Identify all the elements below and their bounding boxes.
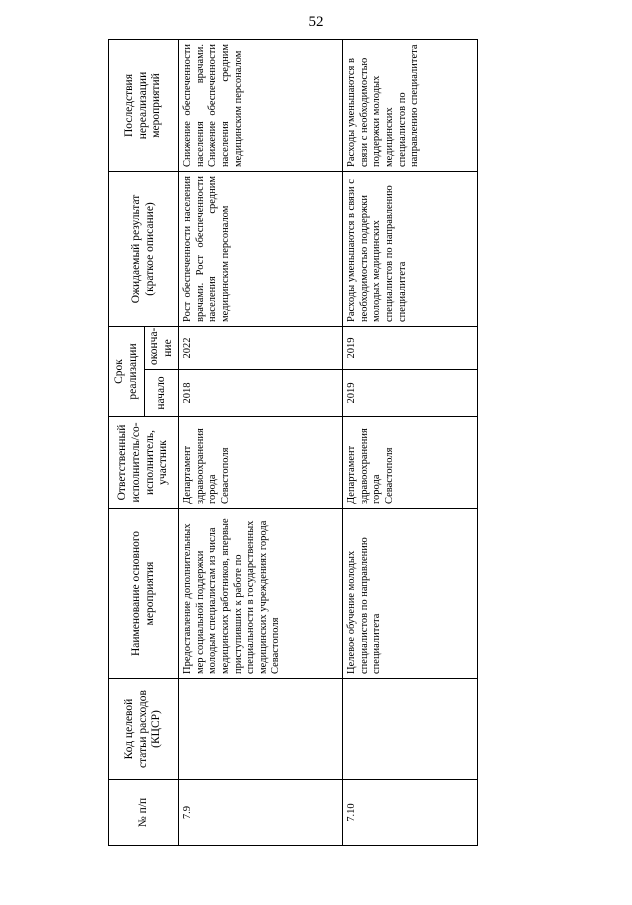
row-consequences: Расходы уменьшаются в связи с необходимостью поддержки молодых медицинских специалистов по направлению специалитета [343, 40, 478, 172]
row-num: 7.9 [179, 780, 343, 846]
row-kcsr [343, 679, 478, 780]
table-row [179, 40, 343, 846]
row-name: Целевое обучение молодых специалистов по направлению специалитета [343, 509, 478, 679]
measures-table [108, 39, 478, 846]
header-start: начало [145, 370, 179, 417]
header-result: Ожидаемый результат (краткое описание) [109, 172, 179, 327]
header-executor: Ответственный исполнитель/со-исполнитель, участник [109, 417, 179, 509]
row-start: 2018 [179, 370, 343, 417]
table-row [343, 40, 478, 846]
header-name: Наименование основного мероприятия [109, 509, 179, 679]
header-num: № п/п [109, 780, 179, 846]
row-num: 7.10 [343, 780, 478, 846]
row-start: 2019 [343, 370, 478, 417]
row-end: 2022 [179, 327, 343, 370]
row-executor: Департамент здравоохранения города Севастополя [343, 417, 478, 509]
page-number: 52 [308, 14, 324, 30]
row-result: Рост обеспеченности населения врачами. Рост обеспеченности населения средним медицинским персоналом [179, 172, 343, 327]
row-kcsr [179, 679, 343, 780]
header-consequences: Последствия нереализации мероприятий [109, 40, 179, 172]
row-result: Расходы уменьшаются в связи с необходимостью поддержки молодых медицинских специалистов по направлению специалитета [343, 172, 478, 327]
row-name: Предоставление дополнительных мер социальной поддержки молодым специалистам из числа медицинских работников, впервые приступивших к работе по специальности в государственных медицинских учреждениях города Севастополя [179, 509, 343, 679]
rotated-table-container [108, 40, 478, 846]
header-period: Срок реализации [109, 327, 145, 417]
row-consequences: Снижение обеспеченности населения врачами. Снижение обеспеченности населения средним медицинским персоналом [179, 40, 343, 172]
row-executor: Департамент здравоохранения города Севастополя [179, 417, 343, 509]
header-end: оконча-ние [145, 327, 179, 370]
row-end: 2019 [343, 327, 478, 370]
header-kcsr: Код целевой статьи расходов (КЦСР) [109, 679, 179, 780]
